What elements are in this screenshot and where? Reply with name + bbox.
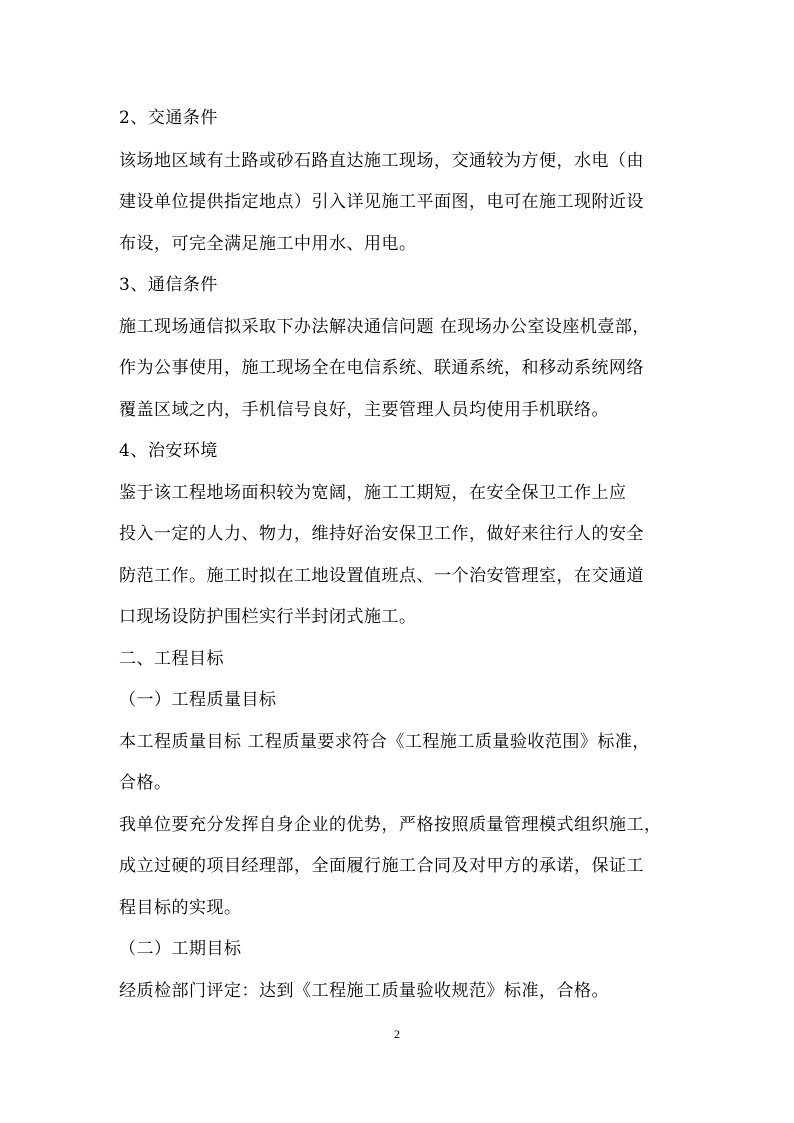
paragraph-line: 成立过硬的项目经理部，全面履行施工合同及对甲方的承诺，保证工 [119, 856, 644, 876]
section-heading-communication: 3、通信条件 [119, 275, 218, 295]
section-heading-project-goals: 二、工程目标 [119, 649, 224, 669]
paragraph-line: 该场地区域有土路或砂石路直达施工现场，交通较为方便，水电（由 [119, 151, 644, 171]
paragraph-line: 建设单位提供指定地点）引入详见施工平面图，电可在施工现附近设 [119, 192, 644, 212]
subsection-heading-schedule: （二）工期目标 [119, 939, 242, 959]
paragraph-line: 防范工作。施工时拟在工地设置值班点、一个治安管理室，在交通道 [119, 566, 644, 586]
paragraph-line: 经质检部门评定：达到《工程施工质量验收规范》标准，合格。 [119, 981, 609, 1001]
paragraph-line: 我单位要充分发挥自身企业的优势，严格按照质量管理模式组织施工， [119, 815, 662, 835]
subsection-heading-quality: （一）工程质量目标 [119, 690, 277, 710]
paragraph-line: 布设，可完全满足施工中用水、用电。 [119, 234, 417, 254]
paragraph-line: 投入一定的人力、物力，维持好治安保卫工作，做好来往行人的安全 [119, 524, 644, 544]
paragraph-line: 程目标的实现。 [119, 898, 242, 918]
paragraph-line: 口现场设防护围栏实行半封闭式施工。 [119, 607, 417, 627]
page-number: 2 [394, 1027, 400, 1041]
paragraph-line: 鉴于该工程地场面积较为宽阔，施工工期短，在安全保卫工作上应 [119, 483, 627, 503]
section-heading-traffic: 2、交通条件 [119, 108, 218, 128]
paragraph-line: 覆盖区域之内，手机信号良好，主要管理人员均使用手机联络。 [119, 400, 609, 420]
section-heading-security: 4、治安环境 [119, 441, 218, 461]
paragraph-line: 作为公事使用，施工现场全在电信系统、联通系统，和移动系统网络 [119, 358, 644, 378]
paragraph-line: 施工现场通信拟采取下办法解决通信问题 在现场办公室设座机壹部， [119, 317, 650, 337]
paragraph-line: 本工程质量目标 工程质量要求符合《工程施工质量验收范围》标准， [119, 732, 650, 752]
paragraph-line: 合格。 [119, 773, 172, 793]
